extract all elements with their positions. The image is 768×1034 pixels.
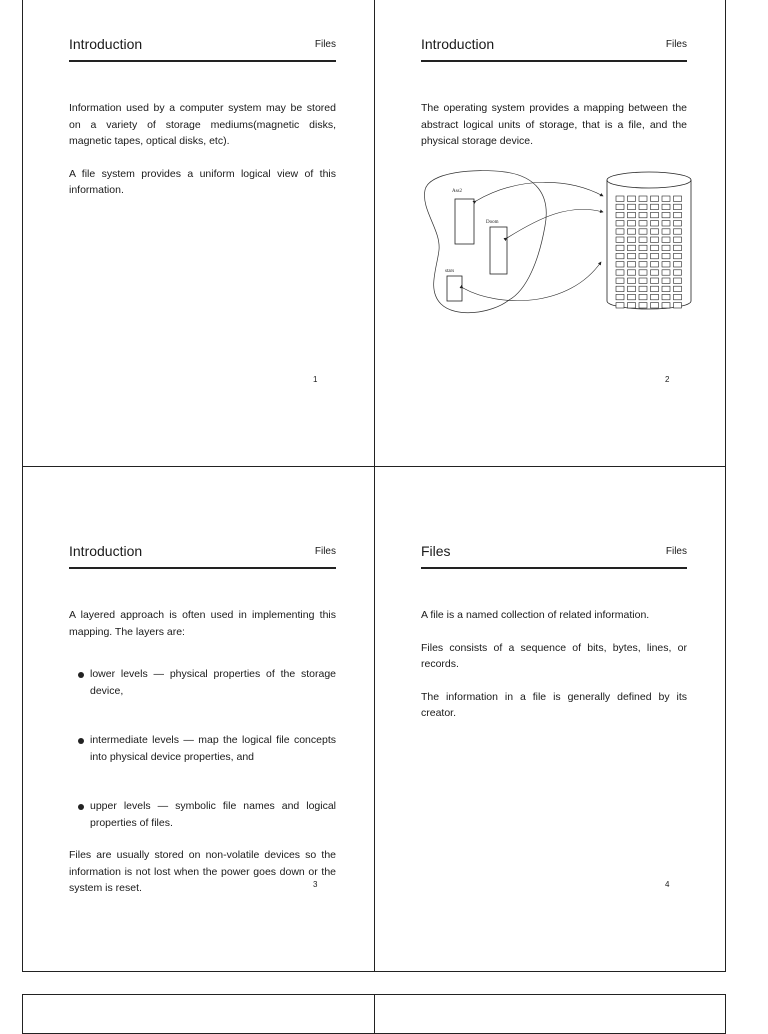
bullet-icon	[78, 672, 84, 678]
disk-block	[616, 229, 624, 234]
disk-block	[674, 229, 682, 234]
paragraph: A layered approach is often used in implementing this mapping. The layers are:	[69, 609, 336, 638]
disk-block	[639, 245, 647, 250]
slide-header	[69, 543, 336, 569]
disk-block	[616, 196, 624, 201]
disk-block	[651, 196, 659, 201]
disk-block	[662, 270, 670, 275]
file-stars-icon	[447, 276, 462, 301]
logical-view-outline	[424, 171, 546, 313]
slide-body	[421, 100, 687, 166]
disk-block	[674, 237, 682, 242]
file-doom-icon	[490, 227, 507, 274]
disk-block	[662, 245, 670, 250]
disk-block	[651, 278, 659, 283]
disk-block	[639, 303, 647, 308]
disk-block	[662, 278, 670, 283]
disk-block	[616, 212, 624, 217]
disk-block	[639, 278, 647, 283]
disk-block	[616, 278, 624, 283]
disk-block	[651, 262, 659, 267]
disk-block	[662, 196, 670, 201]
disk-block	[674, 286, 682, 291]
disk-block	[628, 212, 636, 217]
disk-block	[616, 204, 624, 209]
slide-header	[421, 36, 687, 62]
mapping-arrow	[507, 209, 603, 238]
disk-block	[628, 221, 636, 226]
disk-block	[639, 204, 647, 209]
page-number: 2	[665, 375, 670, 384]
disk-block	[616, 286, 624, 291]
disk-block	[662, 212, 670, 217]
disk-block	[662, 204, 670, 209]
disk-block	[628, 253, 636, 258]
disk-block	[628, 245, 636, 250]
disk-block	[628, 270, 636, 275]
list-item: intermediate levels — map the logical file concepts into physical device properties, and	[69, 732, 336, 765]
slide-body	[69, 607, 336, 913]
disk-block	[639, 229, 647, 234]
list-item: upper levels — symbolic file names and logical properties of files.	[69, 798, 336, 831]
section-label: Files	[665, 39, 687, 50]
page-number: 1	[313, 375, 318, 384]
disk-block	[628, 237, 636, 242]
page-number: 3	[313, 880, 318, 889]
disk-block	[628, 294, 636, 299]
section-label: Files	[665, 546, 687, 557]
paragraph: Files are usually stored on non-volatile devices so the information is not lost when the power goes down or the system is reset.	[69, 849, 336, 894]
disk-block	[616, 253, 624, 258]
slide-4	[374, 466, 726, 972]
disk-block	[674, 245, 682, 250]
disk-block	[651, 212, 659, 217]
disk-block	[674, 262, 682, 267]
slide-title: Introduction	[421, 36, 495, 52]
disk-block	[639, 286, 647, 291]
disk-block	[651, 237, 659, 242]
slide-3	[22, 466, 375, 972]
disk-block	[674, 204, 682, 209]
mapping-arrow	[463, 262, 601, 301]
disk-block	[639, 294, 647, 299]
disk-block	[674, 253, 682, 258]
page-number: 4	[665, 880, 670, 889]
disk-block	[639, 270, 647, 275]
disk-block	[616, 303, 624, 308]
disk-block	[651, 229, 659, 234]
disk-block	[674, 278, 682, 283]
file-label-ass2: Ass2	[452, 189, 463, 194]
disk-block	[674, 294, 682, 299]
disk-block	[616, 270, 624, 275]
disk-block	[628, 278, 636, 283]
disk-block	[651, 294, 659, 299]
paragraph: A file is a named collection of related information.	[421, 609, 650, 621]
disk-block	[628, 229, 636, 234]
disk-block	[674, 270, 682, 275]
disk-block	[628, 286, 636, 291]
disk-block	[616, 245, 624, 250]
disk-block	[651, 270, 659, 275]
mapping-arrow	[476, 182, 603, 201]
file-label-stars: stars	[445, 269, 455, 274]
slide-6	[374, 994, 726, 1034]
disk-block	[639, 212, 647, 217]
slide-header	[69, 36, 336, 62]
disk-block	[662, 253, 670, 258]
paragraph: A file system provides a uniform logical view of this information.	[69, 167, 336, 196]
disk-block	[616, 221, 624, 226]
disk-block	[639, 253, 647, 258]
disk-block	[628, 196, 636, 201]
disk-block	[651, 286, 659, 291]
disk-block	[616, 294, 624, 299]
disk-block	[662, 303, 670, 308]
paragraph: Information used by a computer system may be stored on a variety of storage mediums(magnetic disks, magnetic tapes, optical disks, etc).	[69, 102, 336, 147]
disk-block	[662, 221, 670, 226]
disk-block	[662, 286, 670, 291]
storage-disk-icon	[607, 172, 691, 309]
disk-block	[674, 196, 682, 201]
disk-block	[662, 262, 670, 267]
disk-block	[662, 237, 670, 242]
file-mapping-diagram	[419, 168, 699, 318]
slide-title: Introduction	[69, 36, 143, 52]
disk-block	[674, 221, 682, 226]
disk-block	[639, 196, 647, 201]
file-ass2-icon	[455, 199, 474, 244]
disk-block	[651, 303, 659, 308]
disk-block	[628, 204, 636, 209]
bullet-list	[69, 666, 336, 831]
file-label-doom: Doom	[486, 220, 499, 225]
slide-title: Files	[421, 543, 451, 559]
disk-block	[628, 303, 636, 308]
slide-1	[22, 0, 375, 467]
slide-body	[421, 607, 687, 738]
paragraph: Files consists of a sequence of bits, bytes, lines, or records.	[421, 641, 687, 670]
disk-block	[662, 294, 670, 299]
bullet-icon	[78, 804, 84, 810]
disk-block	[639, 221, 647, 226]
section-label: Files	[314, 546, 336, 557]
disk-block	[616, 237, 624, 242]
slide-title: Introduction	[69, 543, 143, 559]
disk-block	[674, 212, 682, 217]
disk-block	[651, 221, 659, 226]
slide-header	[421, 543, 687, 569]
disk-block	[674, 303, 682, 308]
disk-block	[616, 262, 624, 267]
section-label: Files	[314, 39, 336, 50]
slide-body	[69, 100, 336, 215]
slide-5	[22, 994, 375, 1034]
slide-2	[374, 0, 726, 467]
paragraph: The information in a file is generally defined by its creator.	[421, 690, 687, 719]
disk-block	[628, 262, 636, 267]
bullet-icon	[78, 738, 84, 744]
disk-block	[639, 262, 647, 267]
list-item: lower levels — physical properties of the storage device,	[69, 666, 336, 699]
disk-block	[662, 229, 670, 234]
disk-block	[639, 237, 647, 242]
disk-block	[651, 245, 659, 250]
disk-block	[651, 204, 659, 209]
disk-block	[651, 253, 659, 258]
paragraph: The operating system provides a mapping between the abstract logical units of storage, that is a file, and the physical storage device.	[421, 102, 687, 147]
